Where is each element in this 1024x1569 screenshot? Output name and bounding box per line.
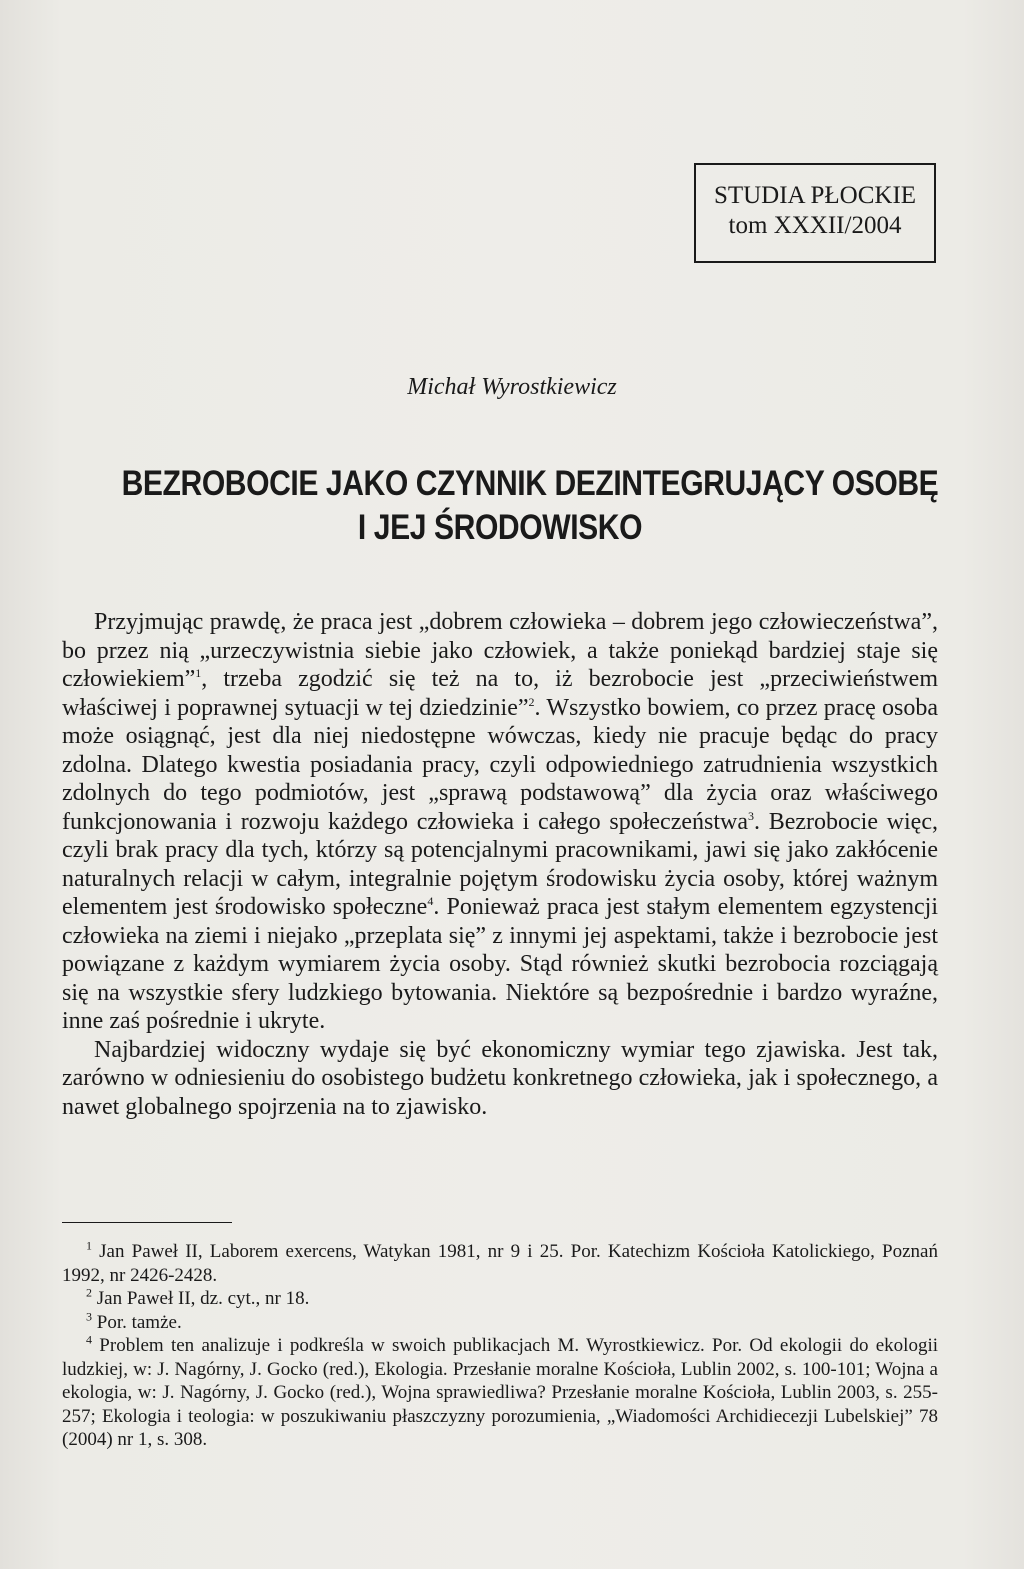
footnote-ref: 1 [195, 666, 202, 680]
journal-header-box [694, 163, 936, 263]
body-paragraph: Najbardziej widoczny wydaje się być ekonomiczny wymiar tego zjawiska. Jest tak, zarówno w odniesieniu do osobistego budżetu konkretnego człowieka, jak i społecznego, a nawet globalnego spojrzenia na to zjawisko. [62, 1036, 938, 1120]
footnote [62, 1311, 938, 1335]
article-title [121, 462, 939, 550]
body-text: Przyjmując prawdę, że praca jest „dobrem człowieka – dobrem jego człowieczeństwa”, bo przez nią „urzeczywistnia siebie jako człowiek, a także poniekąd bardziej staje się człowiekiem” [62, 609, 938, 692]
footnote-text: Jan Paweł II, dz. cyt., nr 18. [96, 1288, 310, 1309]
body-text: , trzeba zgodzić się też na to, iż bezrobocie jest „przeciwieństwem właściwej i poprawnej sytuacji w tej dziedzinie” [62, 666, 938, 721]
footnote [62, 1240, 938, 1287]
body-text: . Ponieważ praca jest stałym elementem egzystencji człowieka na ziemi i niejako „przeplata się” z innymi jej aspektami, także i bezrobocie jest powiązane z każdym wymiarem życia osoby. Stąd również skutki bezrobocia rozciągają się na wszystkie sfery ludzkiego bytowania. Niektóre są bezpośrednie i bardzo wyraźne, inne zaś pośrednie i ukryte. [62, 894, 938, 1034]
body-text: . Wszystko bowiem, co przez pracę osoba może osiągnąć, jest dla niej niedostępne wówczas, kiedy nie pracuje będąc do pracy zdolna. Dlatego kwestia posiadania pracy, czyli odpowiedniego zatrudnienia wszystkich zdolnych do tego podmiotów, jest „sprawą podstawową” dla życia oraz właściwego funkcjonowania i rozwoju każdego człowieka i całego społeczeństwa [62, 694, 938, 835]
footnote-ref: 3 [748, 808, 754, 823]
footnote-number: 1 [86, 1238, 92, 1253]
body-paragraph [62, 608, 938, 1036]
footnote-number: 4 [86, 1332, 92, 1347]
footnote-number: 2 [86, 1285, 92, 1300]
footnote [62, 1334, 938, 1452]
footnote-text: Jan Paweł II, Laborem exercens, Watykan 1981, nr 9 i 25. Por. Katechizm Kościoła Katolickiego, Poznań 1992, nr 2426-2428. [62, 1241, 938, 1286]
footnote-ref: 2 [528, 694, 535, 709]
footnote-text: Problem ten analizuje i podkreśla w swoich publikacjach M. Wyrostkiewicz. Por. Od ekologii do ekologii ludzkiej, w: J. Nagórny, J. Gocko (red.), Ekologia. Przesłanie moralne Kościoła, Lublin 2002, s. 100-101; Wojna a ekologia, w: J. Nagórny, J. Gocko (red.), Wojna sprawiedliwa? Przesłanie moralne Kościoła, Lublin 2003, s. 255-257; Ekologia i teologia: w poszukiwaniu płaszczyzny porozumienia, „Wiadomości Archidiecezji Lubelskiej” 78 (2004) nr 1, s. 308. [62, 1335, 938, 1450]
article-body [62, 608, 938, 1121]
footnote-text: Por. tamże. [96, 1311, 182, 1333]
body-text: . Bezrobocie więc, czyli brak pracy dla tych, którzy są potencjalnymi pracownikami, jawi się jako zakłócenie naturalnych relacji w całym, integralnie pojętym środowisku życia osoby, której ważnym elementem jest środowisko społeczne [62, 808, 938, 920]
footnote-ref: 4 [427, 894, 434, 908]
footnotes [62, 1240, 938, 1452]
footnote-separator [62, 1222, 232, 1223]
footnote-number: 3 [86, 1309, 92, 1324]
journal-volume: tom XXXII/2004 [728, 212, 902, 239]
title-line-2: I JEJ ŚRODOWISKO [357, 508, 643, 547]
author-name: Michał Wyrostkiewicz [407, 374, 617, 400]
footnote [62, 1287, 938, 1311]
journal-name: STUDIA PŁOCKIE [713, 182, 917, 209]
title-line-1: BEZROBOCIE JAKO CZYNNIK DEZINTEGRUJĄCY OSOBĘ [121, 464, 939, 503]
